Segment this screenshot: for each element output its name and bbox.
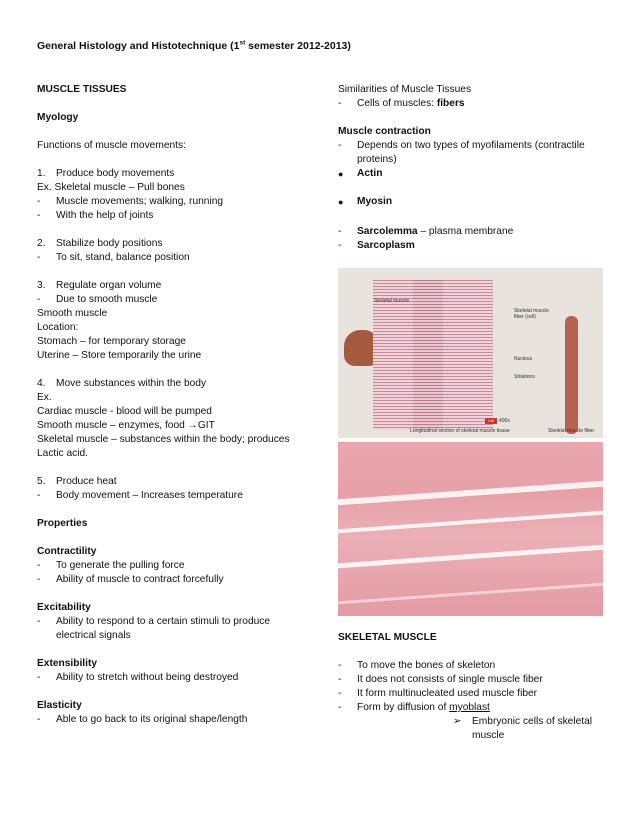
heading-elasticity: Elasticity bbox=[37, 700, 82, 711]
sub-list-item: ➢ Embryonic cells of skeletal bbox=[453, 716, 593, 727]
functions-intro: Functions of muscle movements: bbox=[37, 140, 186, 151]
figure-caption: Longitudinal section of skeletal muscle tissue bbox=[410, 428, 510, 434]
list-item: - It does not consists of single muscle fiber bbox=[338, 674, 543, 685]
right-column-top bbox=[338, 83, 610, 253]
heading-muscle-contraction: Muscle contraction bbox=[338, 126, 431, 137]
text-line: Cardiac muscle - blood will be pumped bbox=[37, 406, 212, 417]
text-line: Stomach – for temporary storage bbox=[37, 336, 186, 347]
bullet-actin: ● Actin bbox=[338, 168, 383, 179]
list-item: - To move the bones of skeleton bbox=[338, 660, 496, 671]
list-item: - Ability to respond to a certain stimuli to produce bbox=[37, 616, 271, 627]
heading-muscle-tissues: MUSCLE TISSUES bbox=[37, 84, 127, 95]
skeletal-muscle-micrograph bbox=[338, 442, 603, 616]
function-1: 1. Produce body movements bbox=[37, 168, 175, 179]
list-item-continued: proteins) bbox=[357, 154, 397, 165]
muscle-fiber-image bbox=[565, 316, 578, 434]
list-item: - Body movement – Increases temperature bbox=[37, 490, 243, 501]
striated-tissue-image bbox=[413, 280, 443, 430]
function-1-example: Ex. Skeletal muscle – Pull bones bbox=[37, 182, 185, 193]
heading-extensibility: Extensibility bbox=[37, 658, 98, 669]
list-item-continued: electrical signals bbox=[56, 630, 131, 641]
bullet-icon: ● bbox=[338, 169, 344, 179]
heading-properties: Properties bbox=[37, 518, 88, 529]
figure-label: 400x bbox=[499, 418, 510, 424]
text-line: Lactic acid. bbox=[37, 448, 88, 459]
list-item: - Form by diffusion of myoblast bbox=[338, 702, 490, 713]
lm-badge: LM bbox=[485, 418, 497, 424]
list-item: - With the help of joints bbox=[37, 210, 154, 221]
function-3: 3. Regulate organ volume bbox=[37, 280, 162, 291]
figure-label: Skeletal muscle bbox=[374, 298, 410, 304]
function-2: 2. Stabilize body positions bbox=[37, 238, 163, 249]
figure-label: Nucleus bbox=[514, 356, 533, 362]
text-line: Skeletal muscle – substances within the body; produces bbox=[37, 434, 290, 445]
bullet-myosin: ● Myosin bbox=[338, 196, 393, 207]
skeletal-muscle-illustration bbox=[338, 268, 603, 438]
similarities-title: Similarities of Muscle Tissues bbox=[338, 84, 472, 95]
list-item: - Muscle movements; walking, running bbox=[37, 196, 224, 207]
list-item: - Ability to stretch without being destroyed bbox=[37, 672, 239, 683]
text-line: Smooth muscle bbox=[37, 308, 108, 319]
bullet-icon: ● bbox=[338, 197, 344, 207]
text-line: Uterine – Store temporarily the urine bbox=[37, 350, 202, 361]
list-item: - To generate the pulling force bbox=[37, 560, 185, 571]
heading-contractility: Contractility bbox=[37, 546, 97, 557]
list-item: - Due to smooth muscle bbox=[37, 294, 158, 305]
function-5: 5. Produce heat bbox=[37, 476, 117, 487]
function-4: 4. Move substances within the body bbox=[37, 378, 207, 389]
arrowhead-bullet-icon: ➢ bbox=[453, 716, 462, 727]
document-header: General Histology and Histotechnique (1st semester 2012-2013) bbox=[37, 39, 351, 52]
list-item: - Cells of muscles: fibers bbox=[338, 98, 465, 109]
arrow-right-icon: → bbox=[187, 420, 198, 431]
text-line: Smooth muscle – enzymes, food →GIT bbox=[37, 420, 215, 431]
list-item: - Sarcolemma – plasma membrane bbox=[338, 226, 514, 237]
list-item: - Sarcoplasm bbox=[338, 240, 415, 251]
text-line: Ex. bbox=[37, 392, 52, 403]
figure-caption: Skeletal muscle fiber bbox=[548, 428, 595, 434]
list-item: - Able to go back to its original shape/length bbox=[37, 714, 248, 725]
right-column-bottom bbox=[338, 631, 610, 743]
left-column bbox=[37, 83, 317, 727]
sub-list-item-continued: muscle bbox=[472, 730, 505, 741]
list-item: - It form multinucleated used muscle fiber bbox=[338, 688, 538, 699]
figure-label: Striations bbox=[514, 374, 535, 380]
list-item: - Depends on two types of myofilaments (contractile bbox=[338, 140, 585, 151]
list-item: - To sit, stand, balance position bbox=[37, 252, 190, 263]
heading-excitability: Excitability bbox=[37, 602, 91, 613]
heading-skeletal-muscle: SKELETAL MUSCLE bbox=[338, 632, 437, 643]
list-item: - Ability of muscle to contract forcefully bbox=[37, 574, 224, 585]
text-line: Location: bbox=[37, 322, 79, 333]
figure-label: Skeletal muscle fiber (cell) bbox=[514, 308, 550, 320]
heading-myology: Myology bbox=[37, 112, 79, 123]
